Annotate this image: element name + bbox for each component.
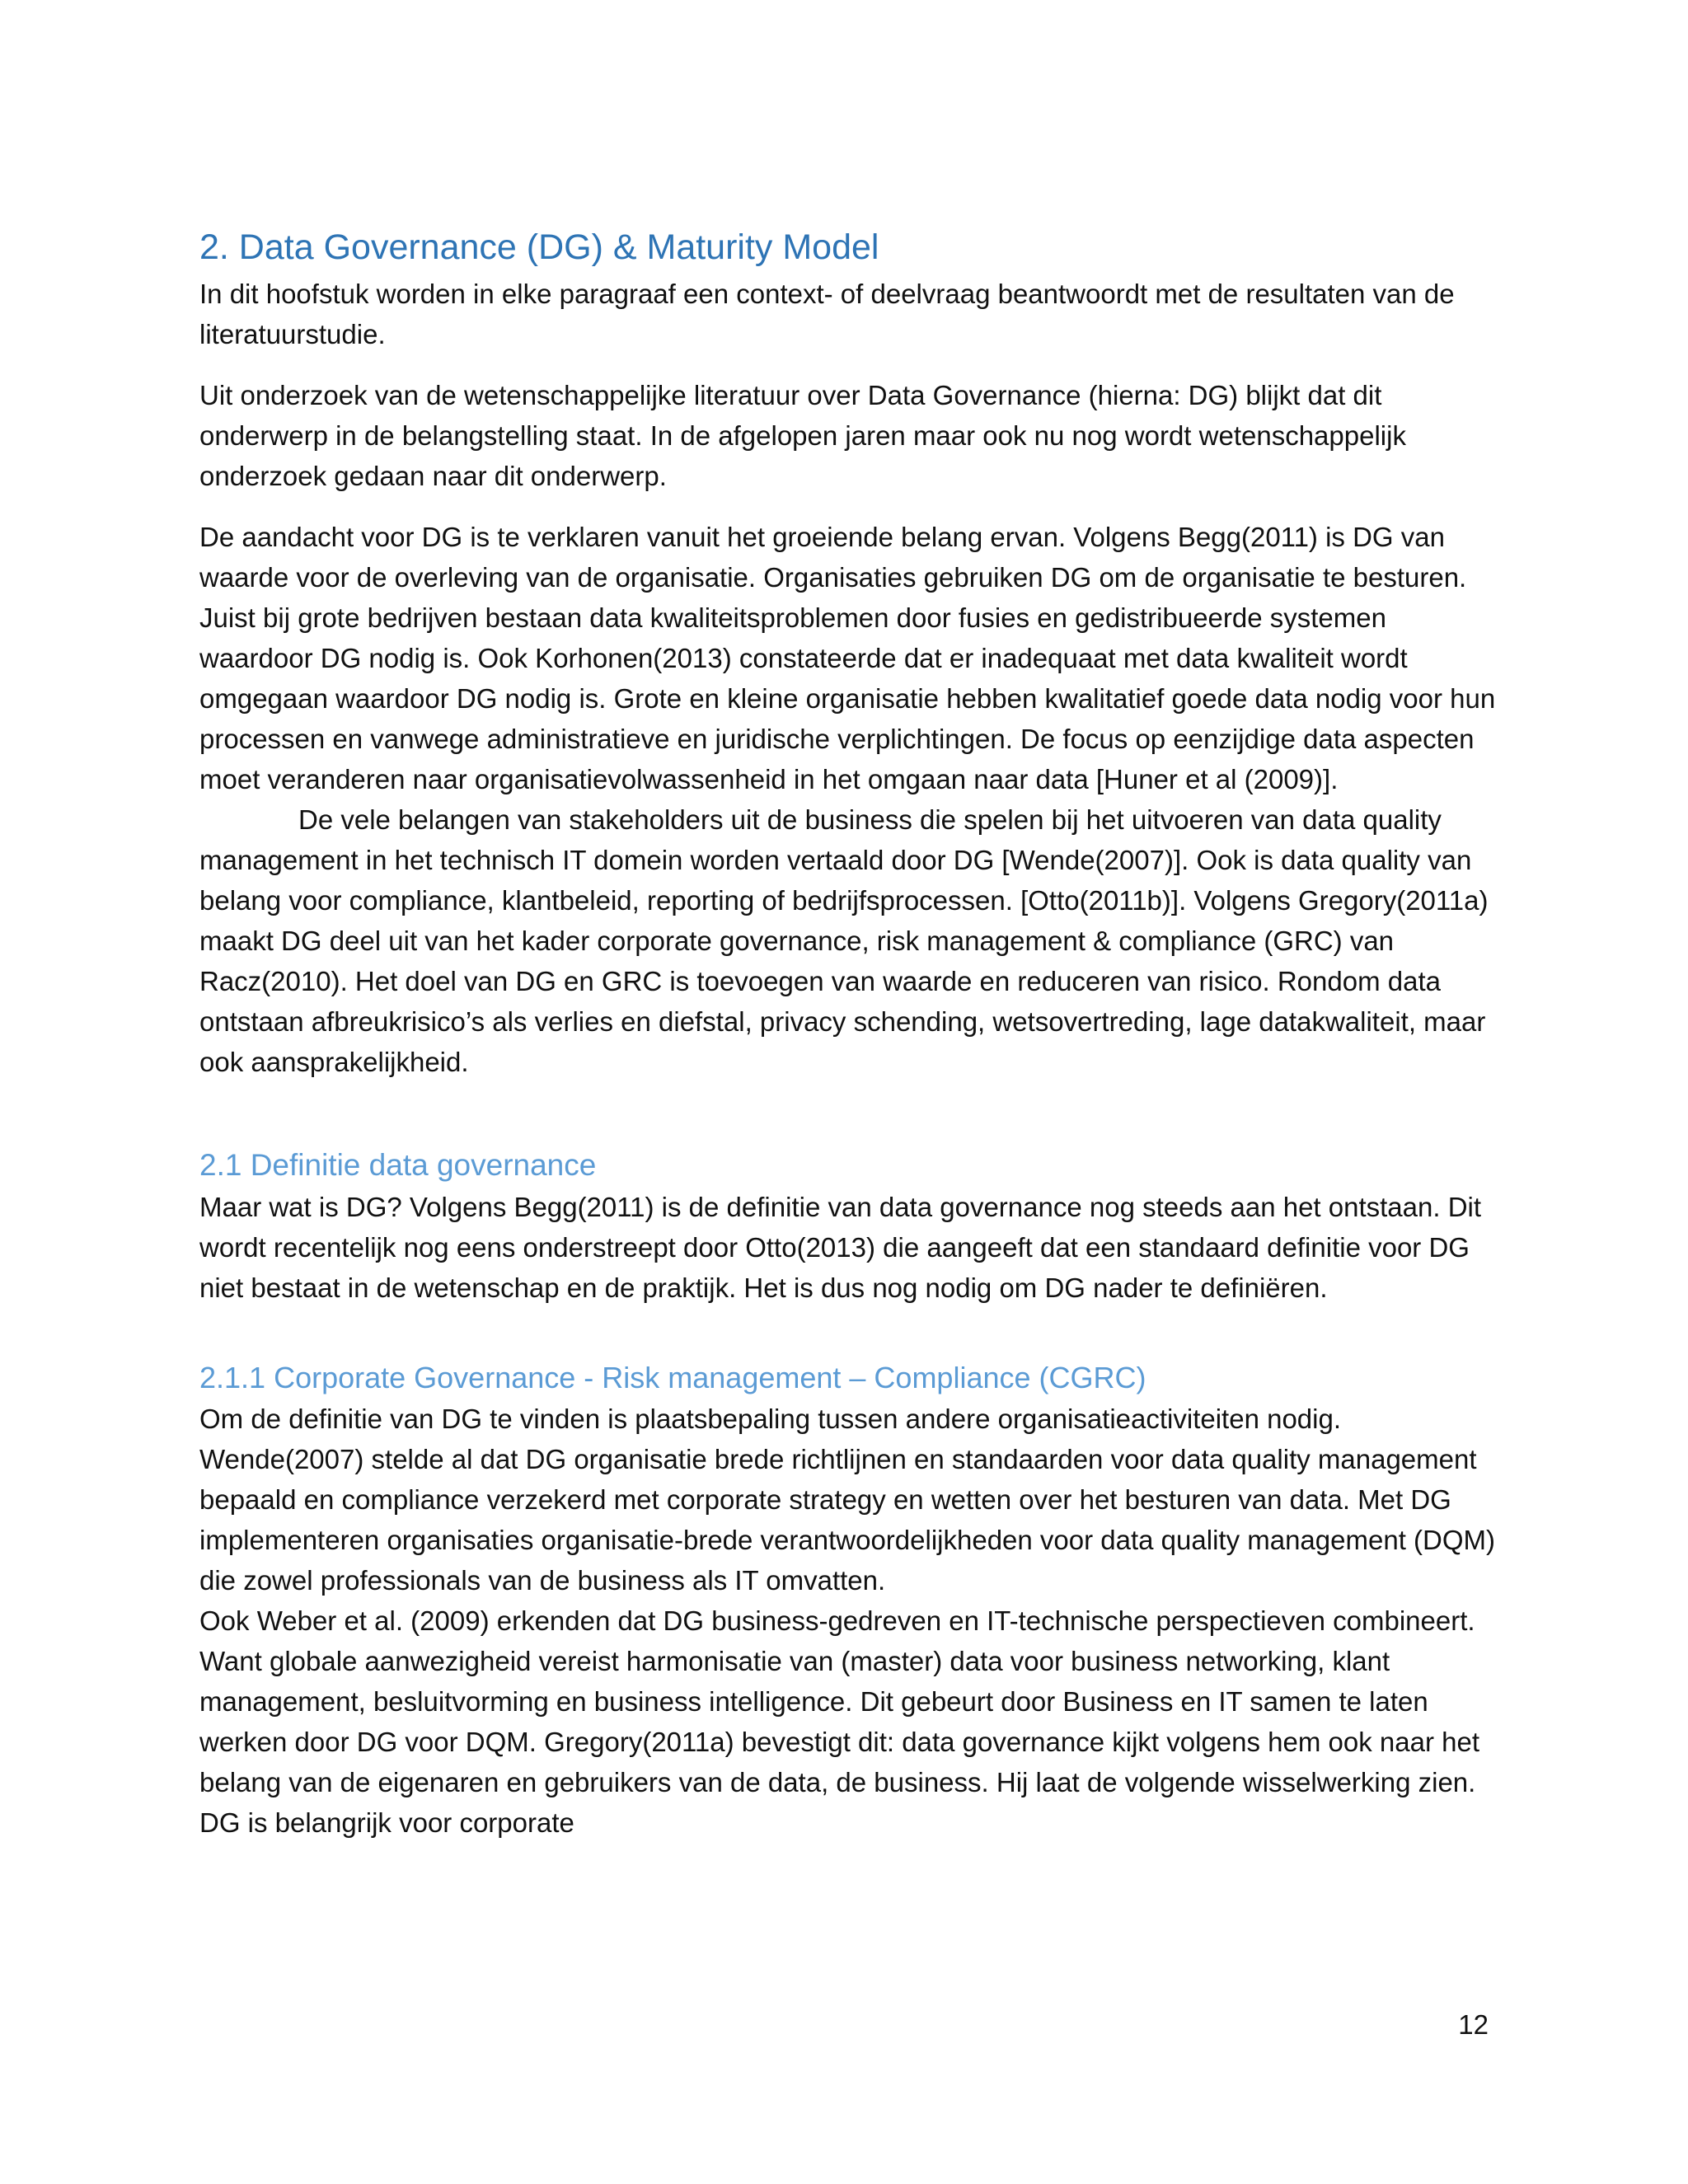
page-content [199,221,1502,1843]
body-paragraph: De aandacht voor DG is te verklaren vanuit het groeiende belang ervan. Volgens Begg(2011) is DG van waarde voor de overleving van de organisatie. Organisaties gebruiken DG om de organisatie te besturen. Juist bij grote bedrijven bestaan data kwaliteitsproblemen door fusies en gedistribueerde systemen waardoor DG nodig is. Ook Korhonen(2013) constateerde dat er inadequaat met data kwaliteit wordt omgegaan waardoor DG nodig is. Grote en kleine organisatie hebben kwalitatief goede data nodig voor hun processen en vanwege administratieve en juridische verplichtingen. De focus op eenzijdige data aspecten moet veranderen naar organisatievolwassenheid in het omgaan naar data [Huner et al (2009)]. [199,522,1496,794]
body-paragraph: In dit hoofstuk worden in elke paragraaf een context- of deelvraag beantwoordt met de resultaten van de literatuurstudie. [199,279,1455,349]
section-heading: 2.1 Definitie data governance [199,1148,597,1182]
chapter-heading: 2. Data Governance (DG) & Maturity Model [199,227,879,267]
body-paragraph: Om de definitie van DG te vinden is plaatsbepaling tussen andere organisatieactiviteiten nodig. Wende(2007) stelde al dat DG organisatie brede richtlijnen en standaarden voor data quality management bepaald en compliance verzekerd met corporate strategy en wetten over het besturen van data. Met DG implementeren organisaties organisatie-brede verantwoordelijkheden voor data quality management (DQM) die zowel professionals van de business als IT omvatten. [199,1404,1495,1596]
body-paragraph: Ook Weber et al. (2009) erkenden dat DG business-gedreven en IT-technische perspectieven combineert. Want globale aanwezigheid vereist harmonisatie van (master) data voor business networking, klant management, besluitvorming en business intelligence. Dit gebeurt door Business en IT samen te laten werken door DG voor DQM. Gregory(2011a) bevestigt dit: data governance kijkt volgens hem ook naar het belang van de eigenaren en gebruikers van de data, de business. Hij laat de volgende wisselwerking zien. DG is belangrijk voor corporate [199,1605,1479,1838]
body-paragraph: Uit onderzoek van de wetenschappelijke literatuur over Data Governance (hierna: DG) blijkt dat dit onderwerp in de belangstelling staat. In de afgelopen jaren maar ook nu nog wordt wetenschappelijk onderzoek gedaan naar dit onderwerp. [199,380,1406,491]
subsection-heading: 2.1.1 Corporate Governance - Risk management – Compliance (CGRC) [199,1361,1146,1394]
body-paragraph-indented: De vele belangen van stakeholders uit de business die spelen bij het uitvoeren van data quality management in het technisch IT domein worden vertaald door DG [Wende(2007)]. Ook is data quality van belang voor compliance, klantbeleid, reporting of bedrijfsprocessen. [Otto(2011b)]. Volgens Gregory(2011a) maakt DG deel uit van het kader corporate governance, risk management & compliance (GRC) van Racz(2010). Het doel van DG en GRC is toevoegen van waarde en reduceren van risico. Rondom data ontstaan afbreukrisico’s als verlies en diefstal, privacy schending, wetsovertreding, lage datakwaliteit, maar ook aansprakelijkheid. [199,804,1489,1077]
page-number: 12 [1458,2009,1489,2040]
body-paragraph: Maar wat is DG? Volgens Begg(2011) is de definitie van data governance nog steeds aan het ontstaan. Dit wordt recentelijk nog eens onderstreept door Otto(2013) die aangeeft dat een standaard definitie voor DG niet bestaat in de wetenschap en de praktijk. Het is dus nog nodig om DG nader te definiëren. [199,1192,1482,1303]
